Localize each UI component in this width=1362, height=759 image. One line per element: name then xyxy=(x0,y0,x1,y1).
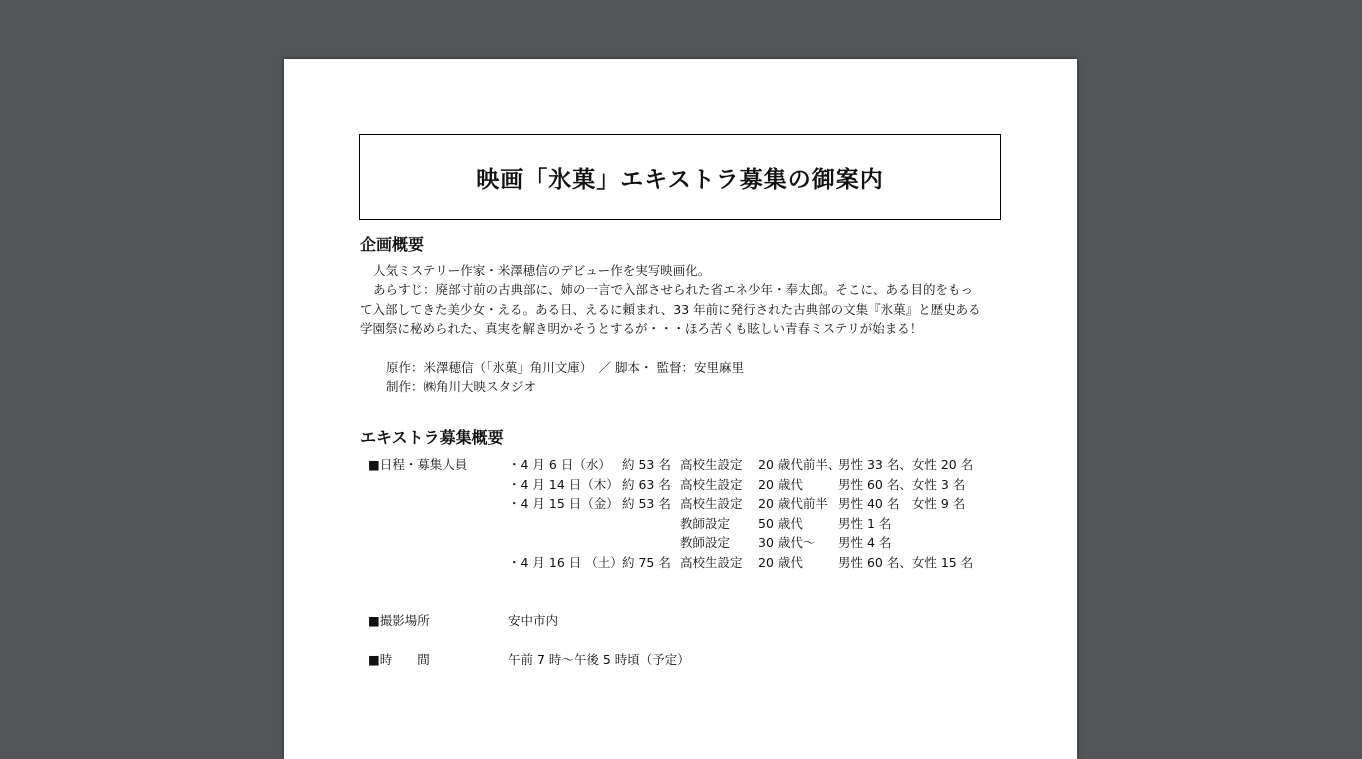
schedule-cell: 高校生設定 xyxy=(680,554,743,570)
synopsis-line: あらすじ：廃部寸前の古典部に、姉の一言で入部させられた省エネ少年・奉太郎。そこに、ある目的をもっ xyxy=(373,282,974,297)
schedule-cell: 男性 60 名、女性 3 名 xyxy=(838,476,966,492)
schedule-cell: 50 歳代 xyxy=(758,515,803,531)
location-value: 安中市内 xyxy=(508,613,559,628)
schedule-cell: ・4 月 14 日（木） xyxy=(508,476,619,492)
schedule-cell: 男性 60 名、女性 15 名 xyxy=(838,554,974,570)
time-value: 午前 7 時～午後 5 時頃（予定） xyxy=(508,652,690,667)
credits-line: 原作：米澤穂信（「氷菓」角川文庫） ／ 脚本・ 監督：安里麻里 xyxy=(386,360,744,375)
section-heading-plan: 企画概要 xyxy=(360,235,425,254)
schedule-cell: ・4 月 15 日（金） xyxy=(508,496,619,511)
schedule-cell: 20 歳代前半 xyxy=(758,496,828,511)
schedule-cell: 男性 1 名 xyxy=(838,515,892,531)
schedule-cell: 20 歳代前半、 xyxy=(758,457,841,472)
schedule-cell: 約 53 名 xyxy=(622,496,671,511)
schedule-cell: 約 63 名 xyxy=(622,476,671,492)
schedule-cell: 男性 40 名 女性 9 名 xyxy=(838,496,966,511)
schedule-cell: 20 歳代 xyxy=(758,476,803,492)
schedule-cell: 高校生設定 xyxy=(680,457,743,472)
schedule-cell: 約 75 名 xyxy=(622,554,671,570)
location-label: ■撮影場所 xyxy=(368,613,430,628)
time-label: ■時 間 xyxy=(368,652,430,667)
schedule-cell: 男性 4 名 xyxy=(838,535,892,550)
schedule-cell: 高校生設定 xyxy=(680,496,743,511)
schedule-cell: ・4 月 16 日 （土） xyxy=(508,554,623,570)
schedule-cell: 教師設定 xyxy=(680,535,731,550)
document-title: 映画「氷菓」エキストラ募集の御案内 xyxy=(476,166,884,193)
schedule-cell: 20 歳代 xyxy=(758,554,803,570)
synopsis-line: 人気ミステリー作家・米澤穂信のデビュー作を実写映画化。 xyxy=(373,263,711,278)
section-heading-extras: エキストラ募集概要 xyxy=(360,428,504,447)
schedule-cell: 30 歳代～ xyxy=(758,535,816,550)
document-page xyxy=(284,59,1077,759)
synopsis-line: て入部してきた美少女・える。ある日、えるに頼まれ、33 年前に発行された古典部の文集『氷菓』と歴史ある xyxy=(360,302,981,317)
schedule-cell: 高校生設定 xyxy=(680,476,743,492)
schedule-label: ■日程・募集人員 xyxy=(368,457,468,472)
synopsis-line: 学園祭に秘められた、真実を解き明かそうとするが・・・ほろ苦くも眩しい青春ミステリが始まる！ xyxy=(360,321,923,336)
credits-line: 制作：㈱角川大映スタジオ xyxy=(386,379,537,394)
schedule-cell: 約 53 名 xyxy=(622,457,671,472)
schedule-cell: ・4 月 6 日（水） xyxy=(508,457,611,472)
schedule-cell: 教師設定 xyxy=(680,515,731,531)
schedule-cell: 男性 33 名、女性 20 名 xyxy=(838,457,974,472)
title-box xyxy=(359,134,1001,220)
